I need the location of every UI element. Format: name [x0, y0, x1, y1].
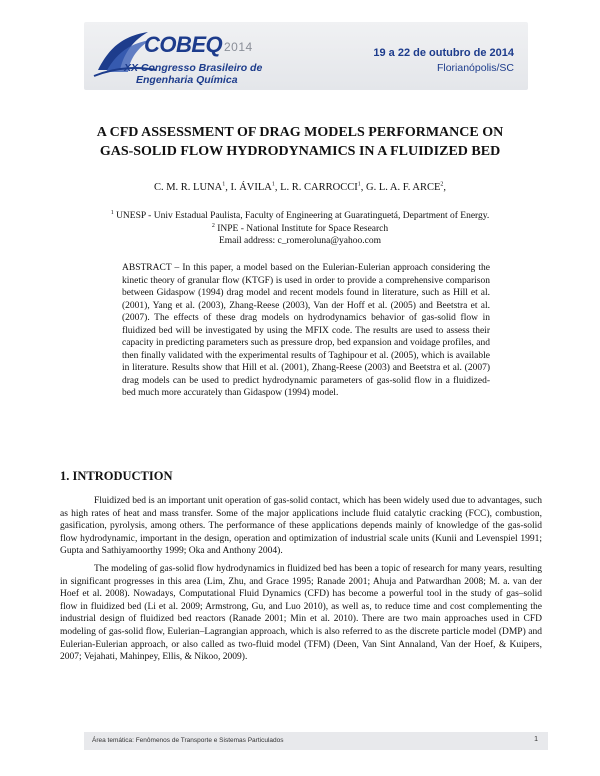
logo-year: 2014: [224, 40, 253, 54]
author-list-tail: ,: [443, 182, 447, 193]
paper-title: [60, 123, 540, 161]
author-name: , G. L. A. F. ARCE: [360, 182, 441, 193]
author-affiliation-mark: 2: [440, 181, 444, 188]
introduction-paragraph-1: Fluidized bed is an important unit operation of gas-solid contact, which has been widely used due to advantages, such as high rates of heat and mass transfer. Some of the major applications include fluid catalytic cracking (FCC), combustion, gasification, pyrolysis, among others. The performance of these applications depends mainly of knowledge of the gas-solid flow hydrodynamic, important in the design, operation and optimization of industrial scale units (Kunii and Levenspiel 1991; Gupta and Sathiyamoorthy 1999; Oka and Anthony 2004).: [60, 496, 542, 557]
author-affiliation-mark: 1: [271, 181, 275, 188]
section-heading: 1. INTRODUCTION: [60, 469, 173, 483]
introduction-paragraph-2: The modeling of gas-solid flow hydrodynamics in fluidized bed has been a topic of research for many years, resulting in significant progresses in this area (Lim, Zhu, and Grace 1995; Ranade 2001; Ahuja and Patwardhan 2008; M. a. van der Hoef et al. 2008). Nowadays, Computational Fluid Dynamics (CFD) has become a powerful tool in the study of gas–solid flow in fluidized bed (Li et al. 2009; Armstrong, Gu, and Luo 2010), as well as, to reduce time and cost complementing the industrial design of fluidized bed reactors (Ranade 2001; Min et al. 2010). There are two main approaches used in CFD modeling of gas-solid flow, Eulerian–Lagrangian approach, which is also referred to as the discrete particle model (DMP) and Eulerian-Eulerian approach, or also called as two-fluid model (TFM) (Deen, Van Sint Annaland, Van der Hoef, & Kuipers, 2007; Vejahati, Mahinpey, Ellis, & Nikoo, 2009).: [60, 564, 542, 663]
author-name: , I. ÁVILA: [225, 182, 272, 193]
author-name: , L. R. CARROCCI: [274, 182, 358, 193]
affiliations: [60, 210, 540, 248]
abstract: [122, 262, 490, 400]
conference-city: Florianópolis/SC: [436, 62, 514, 74]
author-name: C. M. R. LUNA: [153, 182, 223, 193]
affiliation-2: $^2$ INPE - National Institute for Space Research: [211, 222, 389, 234]
cobeq-logo: [90, 26, 280, 88]
author-list: [60, 182, 540, 193]
affiliation-1: $^1$ UNESP - Univ Estadual Paulista, Faculty of Engineering at Guaratinguetá, Department of Energy.: [110, 209, 490, 221]
title-line-1: A CFD ASSESSMENT OF DRAG MODELS PERFORMANCE ON: [96, 125, 504, 140]
author-affiliation-mark: 1: [357, 181, 361, 188]
footer-topic-area: Área temática: Fenômenos de Transporte e Sistemas Particulados: [92, 737, 284, 744]
logo-congress-line: XX Congresso Brasileiro de: [124, 62, 263, 74]
abstract-text: ABSTRACT – In this paper, a model based on the Eulerian-Eulerian approach considering the kinetic theory of granular flow (KTGF) is used in order to provide a comprehensive comparison between Gidaspow (1994) drag model and recent models found in literature, such as Hill et al. (2001), Yang et al. (2003), Zhang-Reese (2003), Van der Hoff et al. (2005) and Beetstra et al. (2007). The effects of these drag models on hydrodynamics behavior of gas-solid flow in fluidized bed will be investigated by using the MFIX code. The results are used to assess their capacity in predicting parameters such as pressure drop, bed expansion and voidage profiles, and then finally validated with the experimental results of Taghipour et al. (2005), which is available in literature. Results show that Hill et al. (2001), Zhang-Reese (2003) and Beetstra et al. (2007) drag models can be used to predict hydrodynamic parameters of gas-solid flow in a fluidized-bed much more accurately than Gidaspow (1994) model.: [122, 263, 490, 398]
page-footer: [84, 732, 548, 750]
logo-engineering-line: Engenharia Química: [136, 74, 238, 86]
conference-dates: 19 a 22 de outubro de 2014: [373, 47, 514, 59]
author-affiliation-mark: 1: [222, 181, 226, 188]
page-number: 1: [534, 736, 538, 743]
title-line-2: GAS-SOLID FLOW HYDRODYNAMICS IN A FLUIDIZED BED: [99, 144, 501, 159]
logo-wordmark: COBEQ: [144, 32, 223, 57]
contact-email: Email address: c_romeroluna@yahoo.com: [218, 236, 382, 246]
